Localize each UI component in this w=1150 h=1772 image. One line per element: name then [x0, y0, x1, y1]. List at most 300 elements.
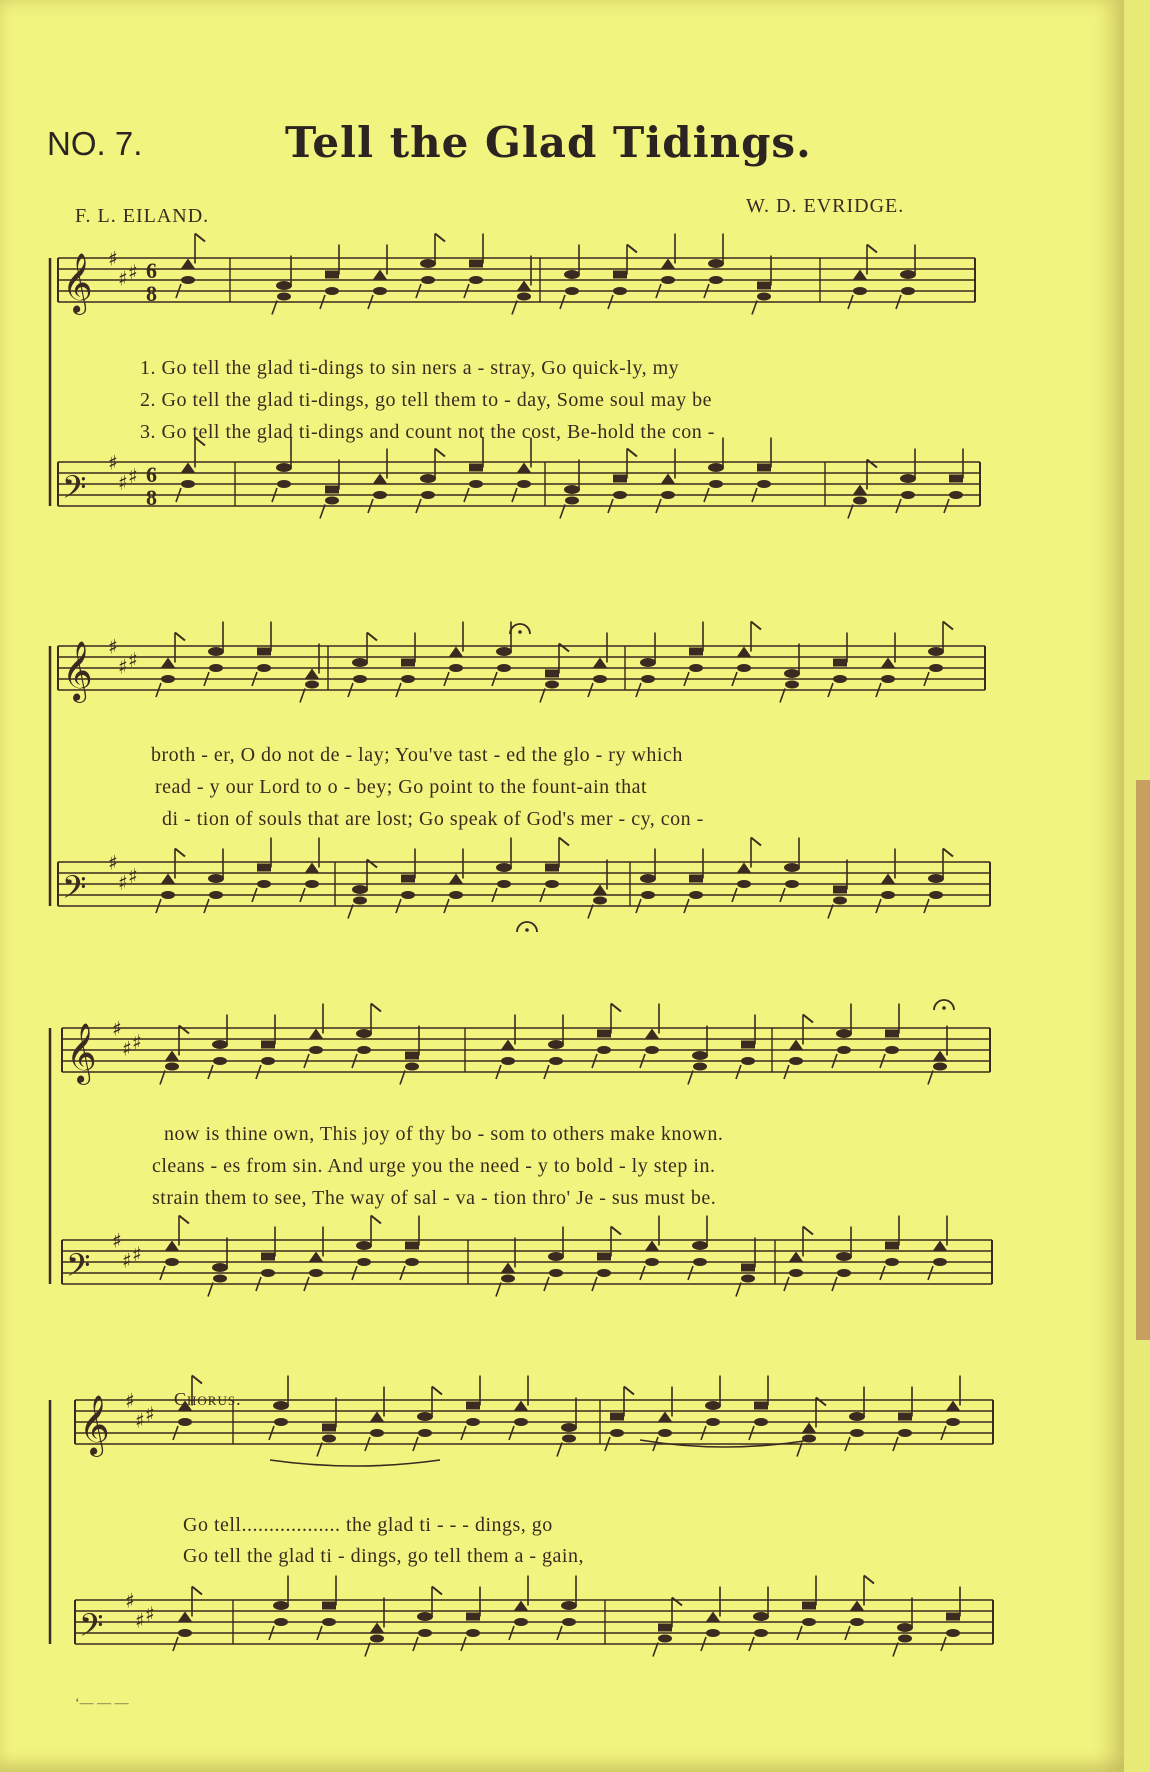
- note-head: [562, 1618, 576, 1626]
- footer-mark: ‘— — —: [75, 1696, 129, 1711]
- sharp-sign: ♯: [112, 1228, 122, 1253]
- note-head: [757, 293, 771, 301]
- note-head: [658, 1429, 672, 1437]
- note-head: [658, 1624, 672, 1632]
- note-head: [689, 875, 703, 883]
- note-head: [597, 1253, 611, 1261]
- note-head: [737, 880, 751, 888]
- time-signature: 8: [146, 280, 157, 306]
- note-head: [305, 669, 319, 679]
- note-head: [881, 658, 895, 668]
- sharp-sign: ♯: [122, 1248, 132, 1273]
- treble-clef: 𝄞: [62, 641, 93, 701]
- note-head: [548, 1040, 564, 1049]
- lyricist: F. L. EILAND.: [75, 205, 210, 227]
- note-head: [178, 1612, 192, 1622]
- note-head: [802, 1602, 816, 1610]
- note-head: [373, 474, 387, 484]
- note-head: [325, 486, 339, 494]
- note-head: [741, 1275, 755, 1283]
- note-head: [737, 863, 751, 873]
- chorus-line: Go tell the glad ti - dings, go tell them a - gain,: [183, 1545, 584, 1567]
- note-flag: [803, 1015, 813, 1023]
- note-head: [181, 276, 195, 284]
- note-head: [449, 891, 463, 899]
- note-head: [353, 897, 367, 905]
- note-head: [754, 1629, 768, 1637]
- note-flag: [627, 449, 637, 457]
- note-head: [641, 891, 655, 899]
- note-head: [640, 658, 656, 667]
- note-head: [789, 1252, 803, 1262]
- note-head: [178, 1418, 192, 1426]
- sharp-sign: ♯: [132, 1241, 142, 1266]
- composer: W. D. EVRIDGE.: [746, 195, 905, 217]
- note-head: [928, 874, 944, 883]
- note-head: [850, 1429, 864, 1437]
- note-head: [208, 874, 224, 883]
- note-head: [352, 885, 368, 894]
- note-head: [257, 864, 271, 872]
- note-head: [549, 1269, 563, 1277]
- note-head: [370, 1623, 384, 1633]
- note-flag: [432, 1387, 442, 1395]
- verse-line: di - tion of souls that are lost; Go speak of God's mer - cy, con -: [162, 808, 704, 830]
- verse-line: strain them to see, The way of sal - va - tion thro' Je - sus must be.: [152, 1187, 717, 1209]
- note-head: [741, 1264, 755, 1272]
- sharp-sign: ♯: [125, 1588, 135, 1613]
- note-head: [898, 1413, 912, 1421]
- sharp-sign: ♯: [108, 634, 118, 659]
- note-head: [466, 1629, 480, 1637]
- note-head: [833, 675, 847, 683]
- note-head: [833, 886, 847, 894]
- note-head: [641, 675, 655, 683]
- note-head: [370, 1412, 384, 1422]
- note-flag: [432, 1587, 442, 1595]
- note-head: [545, 864, 559, 872]
- note-head: [496, 647, 512, 656]
- note-head: [373, 270, 387, 280]
- time-signature: 6: [146, 461, 157, 487]
- sharp-sign: ♯: [135, 1408, 145, 1433]
- hymn-title: Tell the Glad Tidings.: [285, 118, 812, 167]
- note-head: [593, 885, 607, 895]
- note-head: [689, 648, 703, 656]
- bass-clef: 𝄢: [79, 1607, 104, 1651]
- note-head: [949, 475, 963, 483]
- note-head: [501, 1040, 515, 1050]
- note-head: [353, 675, 367, 683]
- note-head: [517, 281, 531, 291]
- note-head: [850, 1601, 864, 1611]
- chorus-line: Go tell.................. the glad ti - - - dings, go: [183, 1514, 553, 1536]
- note-flag: [751, 622, 761, 630]
- note-flag: [803, 1227, 813, 1235]
- note-head: [161, 658, 175, 668]
- note-head: [881, 675, 895, 683]
- note-head: [593, 658, 607, 668]
- note-head: [309, 1269, 323, 1277]
- bass-clef: 𝄢: [62, 869, 87, 913]
- note-head: [418, 1629, 432, 1637]
- treble-clef: 𝄞: [66, 1023, 97, 1083]
- note-head: [949, 491, 963, 499]
- note-head: [257, 880, 271, 888]
- note-head: [946, 1418, 960, 1426]
- note-flag: [943, 622, 953, 630]
- note-head: [421, 491, 435, 499]
- note-head: [802, 1618, 816, 1626]
- note-head: [209, 891, 223, 899]
- sharp-sign: ♯: [118, 470, 128, 495]
- note-head: [373, 491, 387, 499]
- note-head: [181, 480, 195, 488]
- note-head: [741, 1057, 755, 1065]
- note-head: [517, 293, 531, 301]
- note-head: [645, 1029, 659, 1039]
- note-flag: [192, 1376, 202, 1384]
- note-head: [833, 659, 847, 667]
- note-head: [885, 1030, 899, 1038]
- note-head: [261, 1269, 275, 1277]
- note-head: [449, 647, 463, 657]
- note-head: [597, 1030, 611, 1038]
- note-head: [549, 1057, 563, 1065]
- note-head: [593, 897, 607, 905]
- note-head: [613, 287, 627, 295]
- note-head: [802, 1423, 816, 1433]
- note-head: [322, 1424, 336, 1432]
- note-head: [853, 485, 867, 495]
- time-signature: 6: [146, 257, 157, 283]
- note-head: [706, 1612, 720, 1622]
- note-head: [708, 259, 724, 268]
- note-head: [757, 464, 771, 472]
- note-flag: [435, 449, 445, 457]
- note-head: [597, 1269, 611, 1277]
- note-head: [900, 270, 916, 279]
- note-head: [709, 276, 723, 284]
- note-head: [789, 1040, 803, 1050]
- treble-clef: 𝄞: [79, 1395, 110, 1455]
- note-head: [257, 648, 271, 656]
- note-head: [178, 1629, 192, 1637]
- note-head: [322, 1435, 336, 1443]
- note-head: [161, 675, 175, 683]
- note-head: [757, 480, 771, 488]
- note-head: [645, 1258, 659, 1266]
- sharp-sign: ♯: [108, 450, 118, 475]
- note-head: [545, 880, 559, 888]
- note-flag: [559, 644, 569, 652]
- note-head: [850, 1618, 864, 1626]
- note-head: [946, 1629, 960, 1637]
- note-head: [785, 880, 799, 888]
- note-head: [418, 1429, 432, 1437]
- note-head: [753, 1612, 769, 1621]
- note-head: [469, 260, 483, 268]
- sharp-sign: ♯: [122, 1036, 132, 1061]
- note-head: [706, 1629, 720, 1637]
- note-head: [165, 1063, 179, 1071]
- note-head: [469, 464, 483, 472]
- note-head: [833, 897, 847, 905]
- note-flag: [751, 838, 761, 846]
- note-head: [658, 1412, 672, 1422]
- note-head: [514, 1601, 528, 1611]
- note-head: [466, 1418, 480, 1426]
- note-flag: [611, 1004, 621, 1012]
- note-head: [853, 270, 867, 280]
- note-head: [449, 874, 463, 884]
- note-head: [257, 664, 271, 672]
- note-head: [564, 270, 580, 279]
- note-head: [661, 474, 675, 484]
- note-head: [885, 1258, 899, 1266]
- note-head: [401, 659, 415, 667]
- note-head: [692, 1051, 708, 1060]
- note-head: [565, 287, 579, 295]
- note-head: [610, 1413, 624, 1421]
- note-head: [208, 647, 224, 656]
- note-flag: [371, 1216, 381, 1224]
- note-head: [401, 675, 415, 683]
- note-head: [274, 1418, 288, 1426]
- note-head: [370, 1429, 384, 1437]
- note-head: [708, 463, 724, 472]
- sharp-sign: ♯: [145, 1401, 155, 1426]
- note-head: [466, 1402, 480, 1410]
- note-flag: [435, 234, 445, 242]
- note-head: [322, 1602, 336, 1610]
- note-head: [564, 485, 580, 494]
- note-head: [514, 1401, 528, 1411]
- note-head: [561, 1601, 577, 1610]
- note-head: [836, 1029, 852, 1038]
- note-head: [693, 1258, 707, 1266]
- note-head: [181, 463, 195, 473]
- verse-line: 1. Go tell the glad ti-dings to sin ners a - stray, Go quick-ly, my: [140, 357, 680, 379]
- note-head: [276, 463, 292, 472]
- sharp-sign: ♯: [125, 1388, 135, 1413]
- note-head: [661, 259, 675, 269]
- note-head: [417, 1412, 433, 1421]
- note-head: [309, 1252, 323, 1262]
- note-head: [837, 1046, 851, 1054]
- note-flag: [179, 1026, 189, 1034]
- note-head: [933, 1258, 947, 1266]
- note-flag: [867, 460, 877, 468]
- sharp-sign: ♯: [118, 870, 128, 895]
- note-head: [837, 1269, 851, 1277]
- note-flag: [867, 245, 877, 253]
- note-head: [325, 271, 339, 279]
- note-head: [420, 259, 436, 268]
- note-head: [212, 1263, 228, 1272]
- note-flag: [371, 1004, 381, 1012]
- note-head: [449, 664, 463, 672]
- note-head: [693, 1063, 707, 1071]
- note-head: [901, 287, 915, 295]
- note-flag: [367, 633, 377, 641]
- note-head: [209, 664, 223, 672]
- note-head: [401, 891, 415, 899]
- note-head: [417, 1612, 433, 1621]
- note-head: [501, 1263, 515, 1273]
- note-head: [514, 1418, 528, 1426]
- sharp-sign: ♯: [112, 1016, 122, 1041]
- note-head: [885, 1046, 899, 1054]
- note-head: [565, 497, 579, 505]
- verse-line: broth - er, O do not de - lay; You've tast - ed the glo - ry which: [151, 744, 683, 766]
- note-head: [737, 647, 751, 657]
- note-head: [161, 874, 175, 884]
- note-head: [613, 271, 627, 279]
- note-flag: [611, 1227, 621, 1235]
- note-flag: [367, 860, 377, 868]
- note-head: [357, 1258, 371, 1266]
- note-head: [261, 1057, 275, 1065]
- note-head: [754, 1418, 768, 1426]
- note-flag: [672, 1598, 682, 1606]
- note-head: [305, 863, 319, 873]
- note-head: [421, 276, 435, 284]
- note-flag: [195, 234, 205, 242]
- note-head: [325, 497, 339, 505]
- fermata-dot: [942, 1006, 946, 1010]
- note-head: [562, 1435, 576, 1443]
- note-head: [933, 1051, 947, 1061]
- sharp-sign: ♯: [128, 647, 138, 672]
- note-head: [497, 880, 511, 888]
- note-head: [610, 1429, 624, 1437]
- note-head: [357, 1046, 371, 1054]
- sharp-sign: ♯: [108, 246, 118, 271]
- note-head: [754, 1402, 768, 1410]
- note-head: [849, 1412, 865, 1421]
- note-head: [946, 1613, 960, 1621]
- note-head: [593, 675, 607, 683]
- note-head: [517, 463, 531, 473]
- note-head: [645, 1241, 659, 1251]
- note-head: [741, 1041, 755, 1049]
- note-flag: [624, 1387, 634, 1395]
- note-head: [277, 480, 291, 488]
- note-head: [373, 287, 387, 295]
- note-head: [836, 1252, 852, 1261]
- note-head: [497, 664, 511, 672]
- note-head: [929, 664, 943, 672]
- note-head: [597, 1046, 611, 1054]
- note-head: [276, 281, 292, 290]
- note-head: [305, 681, 319, 689]
- note-head: [561, 1423, 577, 1432]
- note-head: [645, 1046, 659, 1054]
- note-head: [165, 1051, 179, 1061]
- note-head: [853, 287, 867, 295]
- note-head: [898, 1635, 912, 1643]
- note-head: [705, 1401, 721, 1410]
- note-flag: [179, 1216, 189, 1224]
- note-head: [897, 1623, 913, 1632]
- tie: [270, 1460, 440, 1466]
- sharp-sign: ♯: [128, 863, 138, 888]
- note-flag: [192, 1587, 202, 1595]
- note-head: [709, 480, 723, 488]
- note-head: [706, 1418, 720, 1426]
- sharp-sign: ♯: [108, 850, 118, 875]
- sharp-sign: ♯: [135, 1608, 145, 1633]
- note-head: [784, 863, 800, 872]
- bass-clef: 𝄢: [66, 1247, 91, 1291]
- note-head: [757, 282, 771, 290]
- note-head: [784, 669, 800, 678]
- note-head: [785, 681, 799, 689]
- note-head: [405, 1242, 419, 1250]
- note-head: [881, 891, 895, 899]
- note-head: [661, 276, 675, 284]
- note-head: [545, 681, 559, 689]
- note-head: [273, 1401, 289, 1410]
- note-head: [356, 1029, 372, 1038]
- note-head: [933, 1063, 947, 1071]
- note-head: [370, 1635, 384, 1643]
- note-head: [901, 491, 915, 499]
- bass-clef: 𝄢: [62, 469, 87, 513]
- sharp-sign: ♯: [128, 463, 138, 488]
- chorus-label: Chorus.: [174, 1389, 242, 1409]
- note-head: [273, 1601, 289, 1610]
- verse-line: now is thine own, This joy of thy bo - som to others make known.: [164, 1123, 724, 1145]
- note-head: [356, 1241, 372, 1250]
- note-head: [545, 670, 559, 678]
- note-head: [501, 1057, 515, 1065]
- hymn-number: NO. 7.: [47, 125, 143, 162]
- sharp-sign: ♯: [118, 266, 128, 291]
- note-head: [352, 658, 368, 667]
- note-head: [737, 664, 751, 672]
- note-head: [689, 891, 703, 899]
- note-head: [181, 259, 195, 269]
- sharp-sign: ♯: [132, 1029, 142, 1054]
- sharp-sign: ♯: [145, 1601, 155, 1626]
- time-signature: 8: [146, 484, 157, 510]
- note-flag: [559, 838, 569, 846]
- note-head: [613, 475, 627, 483]
- note-head: [420, 474, 436, 483]
- note-head: [469, 480, 483, 488]
- note-flag: [175, 849, 185, 857]
- note-head: [946, 1401, 960, 1411]
- note-head: [853, 497, 867, 505]
- note-head: [514, 1618, 528, 1626]
- note-head: [517, 480, 531, 488]
- note-head: [900, 474, 916, 483]
- sharp-sign: ♯: [118, 654, 128, 679]
- note-head: [261, 1253, 275, 1261]
- note-head: [277, 293, 291, 301]
- note-head: [405, 1052, 419, 1060]
- verse-line: 2. Go tell the glad ti-dings, go tell them to - day, Some soul may be: [140, 389, 713, 411]
- verse-line: 3. Go tell the glad ti-dings and count not the cost, Be-hold the con -: [140, 421, 715, 443]
- note-head: [661, 491, 675, 499]
- sharp-sign: ♯: [128, 259, 138, 284]
- note-head: [501, 1275, 515, 1283]
- note-head: [613, 491, 627, 499]
- note-head: [261, 1041, 275, 1049]
- note-head: [548, 1252, 564, 1261]
